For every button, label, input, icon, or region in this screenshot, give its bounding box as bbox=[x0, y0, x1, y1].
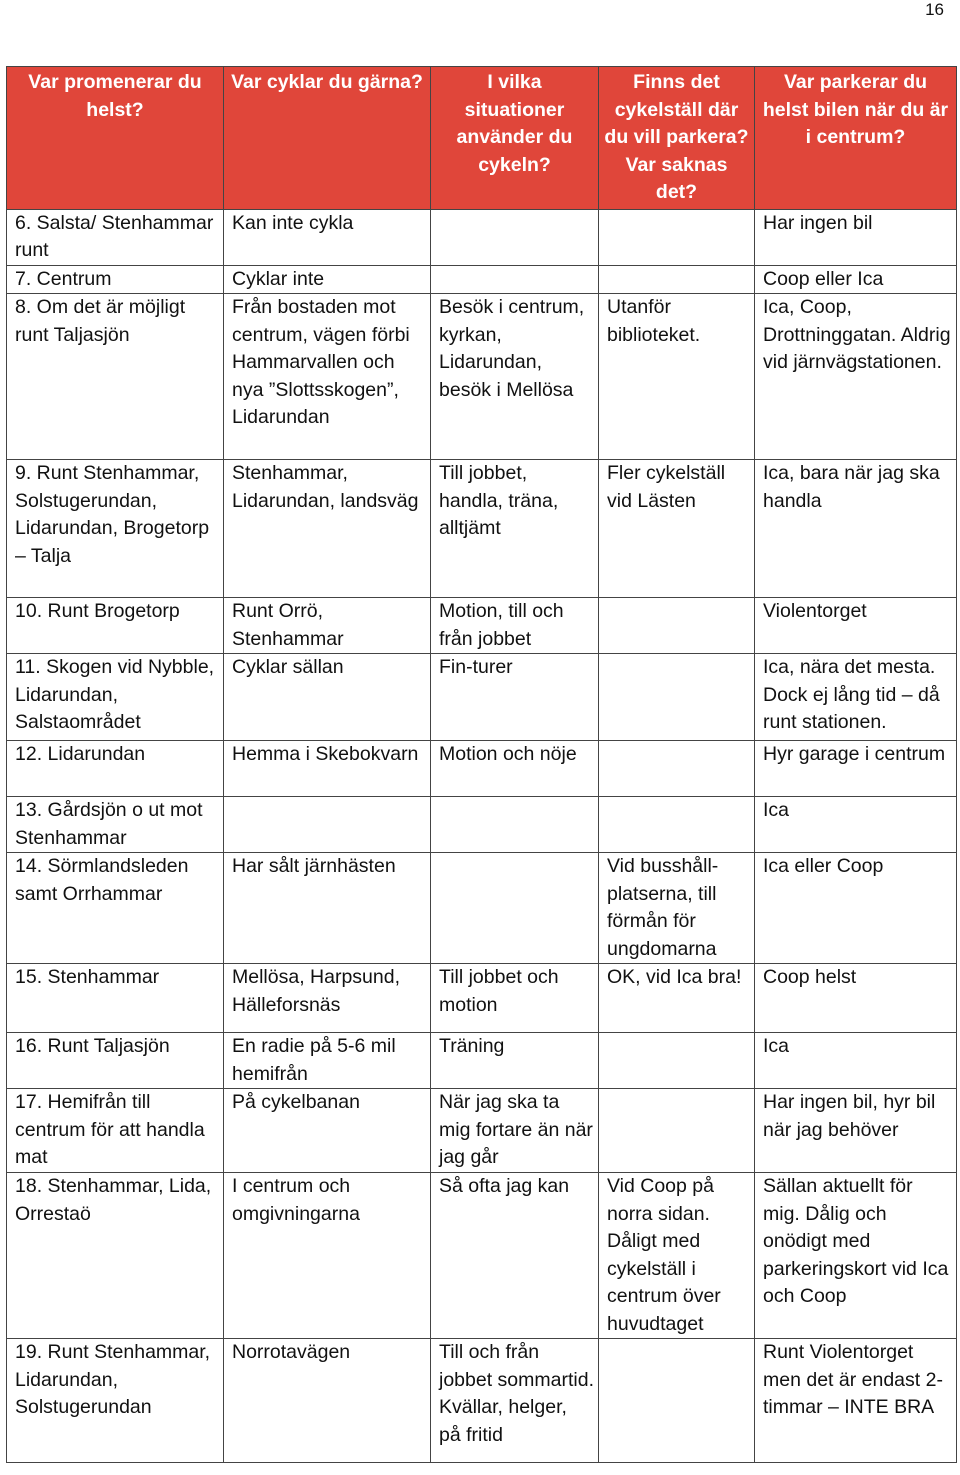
cell-car-parking: Hyr garage i centrum bbox=[755, 741, 957, 797]
cell-bike-racks: OK, vid Ica bra! bbox=[599, 964, 755, 1033]
survey-table bbox=[6, 66, 957, 1463]
cell-cycle-where: Cyklar sällan bbox=[224, 654, 431, 741]
table-row bbox=[7, 265, 957, 294]
cell-cycle-where: I centrum och omgivningarna bbox=[224, 1173, 431, 1339]
cell-walk: 6. Salsta/ Stenhammar runt bbox=[7, 209, 224, 265]
cell-cycle-where: Mellösa, Harpsund, Hälleforsnäs bbox=[224, 964, 431, 1033]
table-row bbox=[7, 598, 957, 654]
cell-car-parking: Coop helst bbox=[755, 964, 957, 1033]
table-row bbox=[7, 654, 957, 741]
cell-cycle-situations: Motion, till och från jobbet bbox=[431, 598, 599, 654]
cell-walk: 13. Gårdsjön o ut mot Stenhammar bbox=[7, 797, 224, 853]
cell-car-parking: Sällan aktuellt för mig. Dålig och onödigt med parkeringskort vid Ica och Coop bbox=[755, 1173, 957, 1339]
cell-cycle-situations: Fin-turer bbox=[431, 654, 599, 741]
table-row bbox=[7, 1339, 957, 1463]
cell-walk: 7. Centrum bbox=[7, 265, 224, 294]
cell-cycle-where: En radie på 5-6 mil hemifrån bbox=[224, 1033, 431, 1089]
cell-cycle-situations bbox=[431, 797, 599, 853]
cell-cycle-situations: Träning bbox=[431, 1033, 599, 1089]
cell-car-parking: Har ingen bil bbox=[755, 209, 957, 265]
cell-cycle-situations: Så ofta jag kan bbox=[431, 1173, 599, 1339]
header-row bbox=[7, 67, 957, 210]
cell-bike-racks bbox=[599, 1089, 755, 1173]
cell-cycle-where: Kan inte cykla bbox=[224, 209, 431, 265]
cell-cycle-situations bbox=[431, 853, 599, 964]
cell-cycle-situations: När jag ska ta mig fortare än när jag går bbox=[431, 1089, 599, 1173]
cell-cycle-situations: Motion och nöje bbox=[431, 741, 599, 797]
cell-bike-racks bbox=[599, 209, 755, 265]
table-row bbox=[7, 964, 957, 1033]
cell-walk: 11. Skogen vid Nybble, Lidarundan, Salstaområdet bbox=[7, 654, 224, 741]
cell-car-parking: Runt Violentorget men det är endast 2-timmar – INTE BRA bbox=[755, 1339, 957, 1463]
cell-car-parking: Har ingen bil, hyr bil när jag behöver bbox=[755, 1089, 957, 1173]
header-car-parking: Var parkerar du helst bilen när du är i centrum? bbox=[755, 67, 957, 210]
cell-car-parking: Ica eller Coop bbox=[755, 853, 957, 964]
table-row bbox=[7, 460, 957, 598]
cell-cycle-where bbox=[224, 797, 431, 853]
cell-cycle-situations: Till och från jobbet sommartid. Kvällar, helger, på fritid bbox=[431, 1339, 599, 1463]
cell-cycle-situations: Till jobbet, handla, träna, alltjämt bbox=[431, 460, 599, 598]
cell-bike-racks bbox=[599, 1339, 755, 1463]
cell-walk: 15. Stenhammar bbox=[7, 964, 224, 1033]
cell-car-parking: Violentorget bbox=[755, 598, 957, 654]
cell-walk: 10. Runt Brogetorp bbox=[7, 598, 224, 654]
cell-bike-racks bbox=[599, 741, 755, 797]
cell-bike-racks bbox=[599, 598, 755, 654]
cell-cycle-where: Runt Orrö, Stenhammar bbox=[224, 598, 431, 654]
table-row bbox=[7, 741, 957, 797]
table-row bbox=[7, 853, 957, 964]
cell-car-parking: Coop eller Ica bbox=[755, 265, 957, 294]
header-cycle-situations: I vilka situationer använder du cykeln? bbox=[431, 67, 599, 210]
table-row bbox=[7, 1173, 957, 1339]
table-row bbox=[7, 1033, 957, 1089]
cell-bike-racks bbox=[599, 265, 755, 294]
table-row bbox=[7, 294, 957, 460]
cell-cycle-where: Från bostaden mot centrum, vägen förbi Hammarvallen och nya ”Slottsskogen”, Lidarundan bbox=[224, 294, 431, 460]
cell-cycle-situations bbox=[431, 265, 599, 294]
cell-cycle-where: På cykelbanan bbox=[224, 1089, 431, 1173]
cell-car-parking: Ica bbox=[755, 797, 957, 853]
cell-walk: 12. Lidarundan bbox=[7, 741, 224, 797]
cell-walk: 14. Sörmlandsleden samt Orrhammar bbox=[7, 853, 224, 964]
cell-cycle-where: Stenhammar, Lidarundan, landsväg bbox=[224, 460, 431, 598]
table-row bbox=[7, 1089, 957, 1173]
cell-car-parking: Ica, Coop, Drottninggatan. Aldrig vid järnvägstationen. bbox=[755, 294, 957, 460]
cell-bike-racks: Utanför biblioteket. bbox=[599, 294, 755, 460]
cell-bike-racks bbox=[599, 1033, 755, 1089]
table-row bbox=[7, 797, 957, 853]
cell-bike-racks bbox=[599, 654, 755, 741]
header-walk: Var promenerar du helst? bbox=[7, 67, 224, 210]
table-row bbox=[7, 209, 957, 265]
header-bike-racks: Finns det cykelställ där du vill parkera? Var saknas det? bbox=[599, 67, 755, 210]
cell-walk: 16. Runt Taljasjön bbox=[7, 1033, 224, 1089]
cell-walk: 8. Om det är möjligt runt Taljasjön bbox=[7, 294, 224, 460]
cell-cycle-where: Hemma i Skebokvarn bbox=[224, 741, 431, 797]
page-number: 16 bbox=[925, 0, 944, 19]
cell-car-parking: Ica, nära det mesta. Dock ej lång tid – då runt stationen. bbox=[755, 654, 957, 741]
cell-cycle-situations: Besök i centrum, kyrkan, Lidarundan, besök i Mellösa bbox=[431, 294, 599, 460]
cell-walk: 19. Runt Stenhammar, Lidarundan, Solstugerundan bbox=[7, 1339, 224, 1463]
cell-cycle-where: Har sålt järnhästen bbox=[224, 853, 431, 964]
cell-cycle-situations: Till jobbet och motion bbox=[431, 964, 599, 1033]
header-cycle-where: Var cyklar du gärna? bbox=[224, 67, 431, 210]
cell-bike-racks bbox=[599, 797, 755, 853]
cell-cycle-situations bbox=[431, 209, 599, 265]
cell-walk: 17. Hemifrån till centrum för att handla mat bbox=[7, 1089, 224, 1173]
cell-bike-racks: Vid busshåll-platserna, till förmån för ungdomarna bbox=[599, 853, 755, 964]
cell-bike-racks: Vid Coop på norra sidan. Dåligt med cykelställ i centrum över huvudtaget bbox=[599, 1173, 755, 1339]
table-body bbox=[7, 209, 957, 1463]
cell-cycle-where: Norrotavägen bbox=[224, 1339, 431, 1463]
cell-cycle-where: Cyklar inte bbox=[224, 265, 431, 294]
cell-walk: 18. Stenhammar, Lida, Orrestaö bbox=[7, 1173, 224, 1339]
cell-bike-racks: Fler cykelställ vid Lästen bbox=[599, 460, 755, 598]
cell-car-parking: Ica, bara när jag ska handla bbox=[755, 460, 957, 598]
cell-car-parking: Ica bbox=[755, 1033, 957, 1089]
cell-walk: 9. Runt Stenhammar, Solstugerundan, Lidarundan, Brogetorp – Talja bbox=[7, 460, 224, 598]
